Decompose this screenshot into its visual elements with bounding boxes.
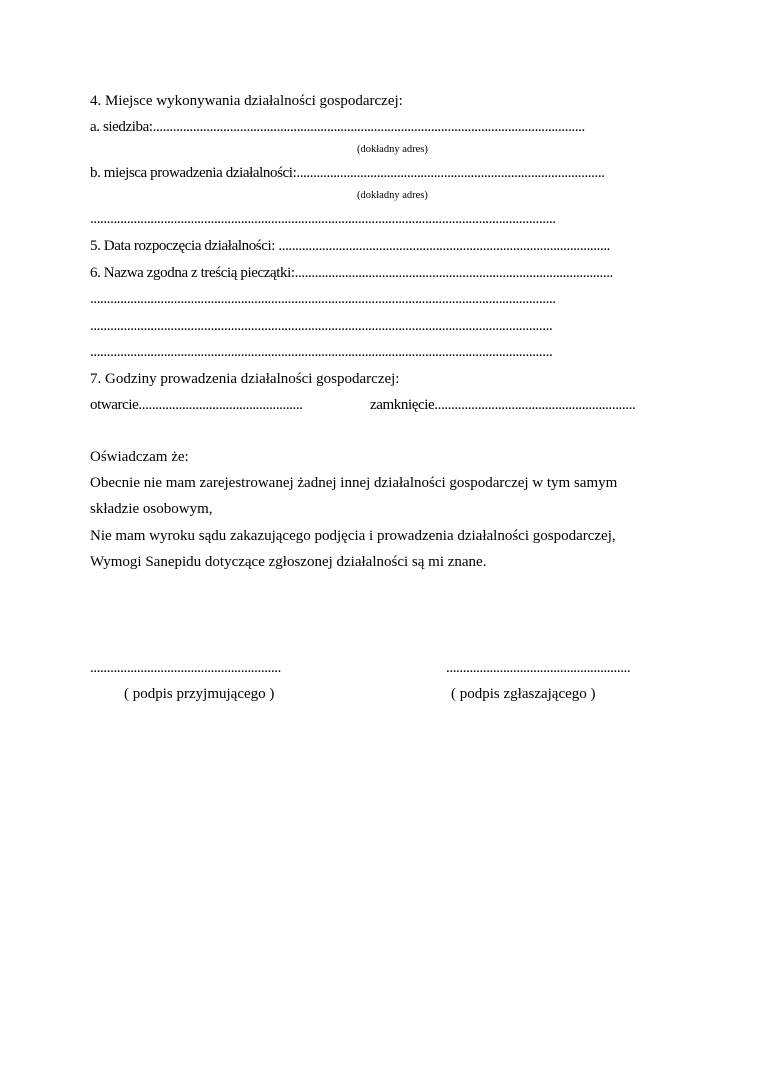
section-6-continuation-2: .......................................................................................................................................... bbox=[90, 318, 553, 334]
section-4-title: 4. Miejsce wykonywania działalności gospodarczej: bbox=[90, 93, 403, 109]
declaration-line-1: Obecnie nie mam zarejestrowanej żadnej innej działalności gospodarczej w tym samym bbox=[90, 475, 618, 491]
signature-applicant-label: ( podpis zgłaszającego ) bbox=[451, 686, 596, 702]
declaration-line-4: Wymogi Sanepidu dotyczące zgłoszonej działalności są mi znane. bbox=[90, 554, 487, 570]
section-6-continuation-1: ........................................................................................................................................... bbox=[90, 291, 556, 307]
signature-receiver-label: ( podpis przyjmującego ) bbox=[124, 686, 275, 702]
section-4a-headquarters-field: a. siedziba:................................................................................................................................. bbox=[90, 119, 585, 135]
section-4b-business-location-field: b. miejsca prowadzenia działalności:............................................................................................ bbox=[90, 165, 605, 181]
declaration-line-2: składzie osobowym, bbox=[90, 501, 213, 517]
section-4a-hint: (dokładny adres) bbox=[357, 144, 428, 155]
section-7-title: 7. Godziny prowadzenia działalności gospodarczej: bbox=[90, 371, 400, 387]
section-7-opening-field: otwarcie................................................. bbox=[90, 397, 303, 413]
section-6-stamp-name-field: 6. Nazwa zgodna z treścią pieczątki:............................................................................................... bbox=[90, 265, 613, 281]
section-7-closing-field: zamknięcie............................................................ bbox=[370, 397, 636, 413]
declaration-heading: Oświadczam że: bbox=[90, 449, 189, 465]
section-4b-continuation: ........................................................................................................................................... bbox=[90, 211, 556, 227]
section-5-start-date-field: 5. Data rozpoczęcia działalności: ................................................................................................... bbox=[90, 238, 611, 254]
signature-receiver-line: ......................................................... bbox=[90, 660, 281, 676]
section-6-continuation-3: .......................................................................................................................................... bbox=[90, 344, 553, 360]
signature-applicant-line: ....................................................... bbox=[446, 660, 631, 676]
declaration-line-3: Nie mam wyroku sądu zakazującego podjęcia i prowadzenia działalności gospodarczej, bbox=[90, 528, 616, 544]
section-4b-hint: (dokładny adres) bbox=[357, 190, 428, 201]
